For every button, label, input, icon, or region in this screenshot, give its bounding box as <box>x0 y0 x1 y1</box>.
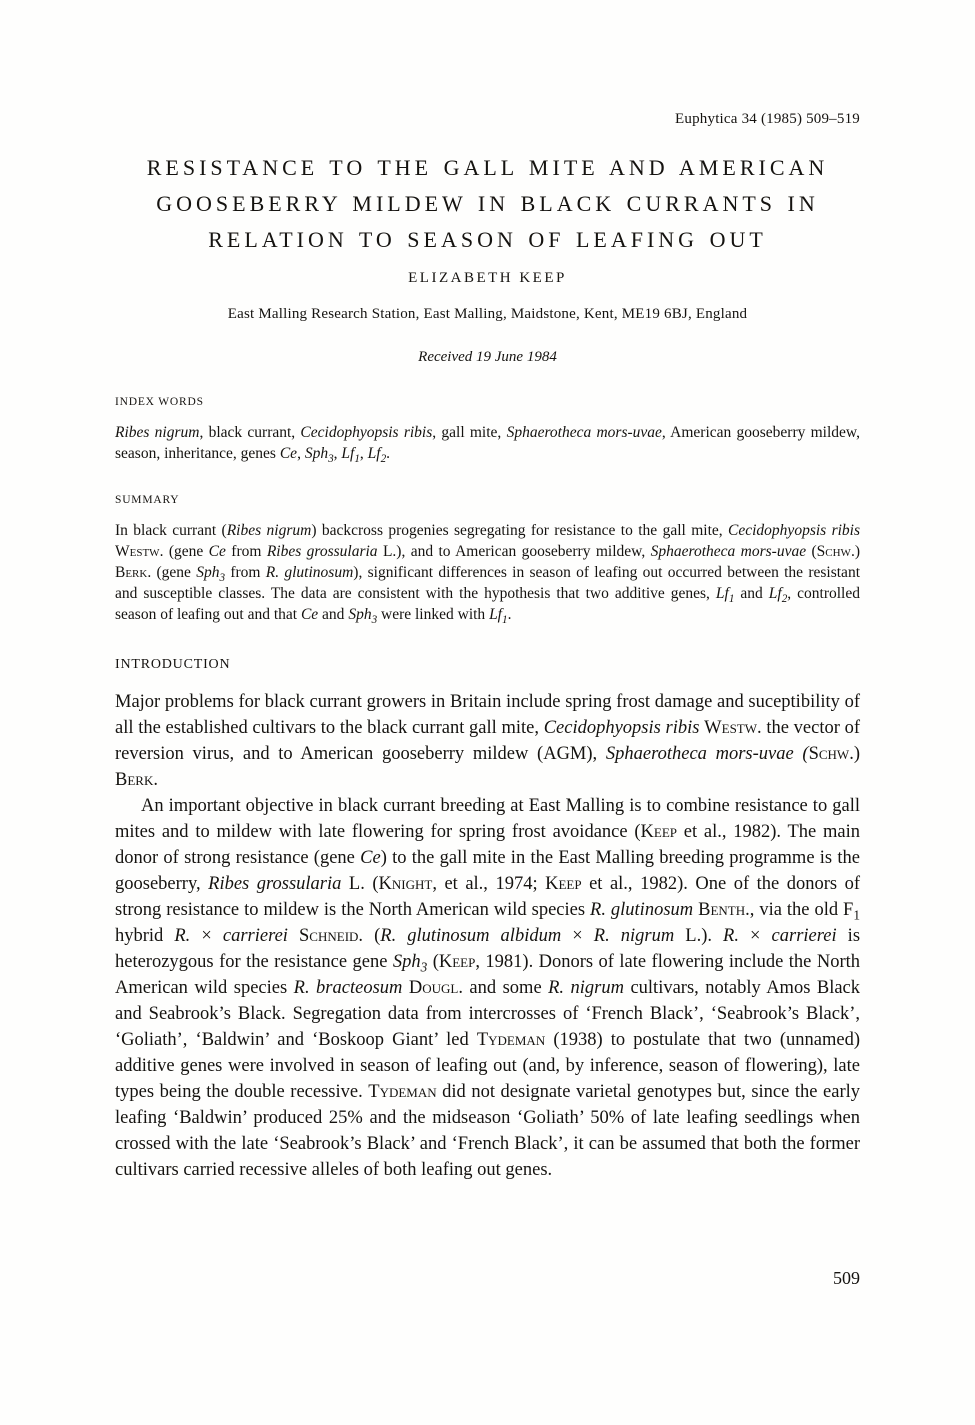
author-name: ELIZABETH KEEP <box>408 270 567 286</box>
author-affiliation: East Malling Research Station, East Malling, Maidstone, Kent, ME19 6BJ, England <box>227 306 748 322</box>
introduction-paragraph-1: Major problems for black currant growers in Britain include spring frost damage and suceptibility of all the established cultivars to the black currant gall mite, Cecidophyopsis ribis Westw. the vector of reversion virus, and to American gooseberry mildew (AGM), Sphaerotheca mors-uvae (Schw.) Berk. <box>115 692 860 790</box>
journal-reference: Euphytica 34 (1985) 509–519 <box>675 111 860 127</box>
summary-heading: SUMMARY <box>115 494 180 506</box>
page-number: 509 <box>833 1268 860 1288</box>
index-words-text: Ribes nigrum, black currant, Cecidophyopsis ribis, gall mite, Sphaerotheca mors-uvae, American gooseberry mildew, season, inheritance, genes Ce, Sph$_3$, $Lf_1$, $Lf_2$. <box>115 424 860 466</box>
introduction-heading: INTRODUCTION <box>115 657 231 672</box>
paper-title: RESISTANCE TO THE GALL MITE AND AMERICAN GOOSEBERRY MILDEW IN BLACK CURRANTS IN RELATION TO SEASON OF LEAFING OUT <box>146 155 829 252</box>
index-words-heading: INDEX WORDS <box>115 396 204 408</box>
summary-text: In black currant (Ribes nigrum) backcross progenies segregating for resistance to the gall mite, Cecidophyopsis ribis Westw. (gene Ce from Ribes grossularia L.), and to American gooseberry mildew, Sphaerotheca mors-uvae (Schw.) Berk. (gene Sph$_3$ from R. glutinosum), significant differences in season of leafing out occurred between the resistant and susceptible classes. The data are consistent with the hypothesis that two additive genes, $Lf_1$ and $Lf_2$, controlled season of leafing out and that Ce and Sph$_3$ were linked with $Lf_1$. <box>115 522 861 627</box>
introduction-paragraph-2: An important objective in black currant breeding at East Malling is to combine resistance to gall mites and to mildew with late flowering for spring frost avoidance (Keep et al., 1982). The main donor of strong resistance (gene Ce) to the gall mite in the East Malling breeding programme is the gooseberry, Ribes grossularia L. (Knight, et al., 1974; Keep et al., 1982). One of the donors of strong resistance to mildew is the North American wild species R. glutinosum Benth., via the old $F_1$ hybrid R. × carrierei Schneid. (R. glutinosum albidum × R. nigrum L.). R. × carrierei is heterozygous for the resistance gene Sph$_3$ (Keep, 1981). Donors of late flowering include the North American wild species R. bracteosum Dougl. and some R. nigrum cultivars, notably Amos Black and Seabrook’s Black. Segregation data from intercrosses of ‘French Black’, ‘Seabrook’s Black’, ‘Goliath’, ‘Baldwin’ and ‘Boskoop Giant’ led Tydeman (1938) to postulate that two (unnamed) additive genes were involved in season of leafing out (and, by inference, season of flowering), late types being the double recessive. Tydeman did not designate varietal genotypes but, since the early leafing ‘Baldwin’ produced 25% and the midseason ‘Goliath’ 50% of late leafing seedlings when crossed with the late ‘Seabrook’s Black’ and ‘French Black’, it can be assumed that both the former cultivars carried recessive alleles of both leafing out genes. <box>115 796 861 1180</box>
received-date: Received 19 June 1984 <box>418 349 557 365</box>
